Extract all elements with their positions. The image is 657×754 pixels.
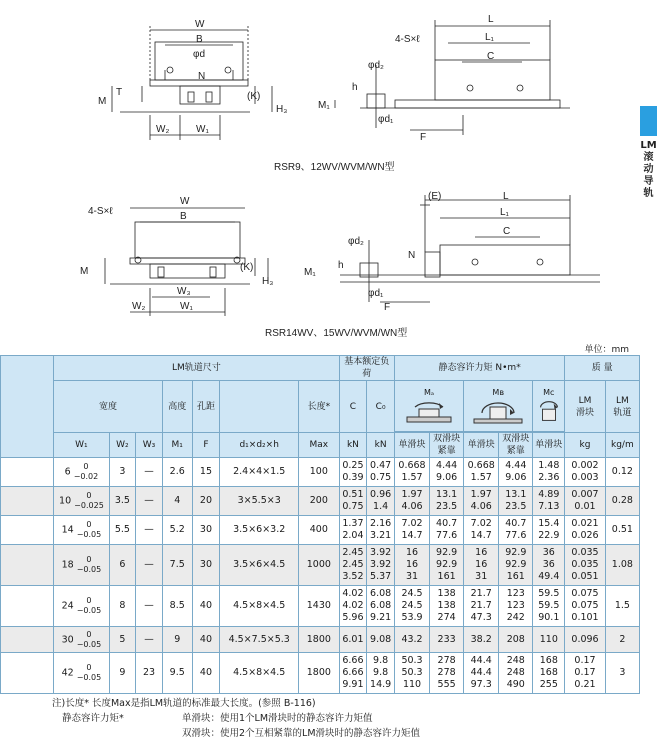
cell-kg: 0.002 0.003 (565, 458, 605, 487)
cell-c: 2.45 2.45 3.52 (339, 545, 367, 586)
dim-label-d2: φd₂ (368, 60, 384, 71)
cell-f: 40 (192, 653, 220, 694)
cell-mb-double: 123 123 242 (499, 586, 533, 627)
cell-ma-single: 0.668 1.57 (394, 458, 429, 487)
cell-f: 40 (192, 586, 220, 627)
cell-kg: 0.096 (565, 627, 605, 653)
cell-w2: 3 (109, 458, 136, 487)
cell-ma-single: 50.3 50.3 110 (394, 653, 429, 694)
cell-w1: 42 0 −0.05 (54, 653, 109, 694)
header-lm-rail: LM轨道尺寸 (54, 356, 339, 381)
cell-mb-single: 38.2 (464, 627, 499, 653)
cell-w1: 10 0 −0.025 (54, 487, 109, 516)
cell-ma-double: 4.44 9.06 (430, 458, 464, 487)
header-length: 长度* (299, 381, 340, 433)
header-mass-block: LM 滑块 (565, 381, 605, 433)
cell-ma-double: 233 (430, 627, 464, 653)
footnote-moment: 静态容许力矩* 单滑块：使用1个LM滑块时的静态容许力矩值 (62, 713, 373, 724)
cell-mc: 110 (533, 627, 565, 653)
header-c0: C₀ (367, 381, 395, 433)
cell-d1d2h: 3×5.5×3 (220, 487, 299, 516)
cell-ma-double: 138 138 274 (430, 586, 464, 627)
cell-mc: 59.5 59.5 90.1 (533, 586, 565, 627)
cell-d1d2h: 4.5×8×4.5 (220, 653, 299, 694)
dim2-label-k: (K) (240, 262, 254, 273)
footnotes: 注)长度* 长度Max是指LM轨道的标准最大长度。(参照 B-116) 静态容许力矩* 单滑块：使用1个LM滑块时的静态容许力矩值 双滑块：使用2个互相紧靠的LM滑块时的静态容许力矩值 (52, 698, 421, 739)
dim2-label-m1: M₁ (304, 267, 316, 278)
table-row (1, 653, 640, 694)
cell-f: 30 (192, 516, 220, 545)
drawing1-caption: RSR9、12WV/WVM/WN型 (274, 162, 395, 173)
cell-c: 4.02 4.02 5.96 (339, 586, 367, 627)
sym-f: F (192, 433, 220, 458)
dim-label-h: h (352, 82, 358, 93)
dim-label-d1: φd₁ (378, 114, 394, 125)
row-blank-cell (1, 653, 54, 694)
cell-mb-double: 92.9 92.9 161 (499, 545, 533, 586)
cell-m1: 8.5 (162, 586, 192, 627)
cell-m1: 2.6 (162, 458, 192, 487)
cell-f: 20 (192, 487, 220, 516)
cell-m1: 5.2 (162, 516, 192, 545)
cell-kg: 0.035 0.035 0.051 (565, 545, 605, 586)
cell-d1d2h: 2.4×4×1.5 (220, 458, 299, 487)
mc-single: 单滑块 (533, 433, 565, 458)
cell-mb-single: 0.668 1.57 (464, 458, 499, 487)
cell-max: 1800 (299, 653, 340, 694)
cell-w1: 18 0 −0.05 (54, 545, 109, 586)
cell-kgm: 3 (605, 653, 639, 694)
dimension-drawings (0, 0, 640, 350)
cell-kg: 0.075 0.075 0.101 (565, 586, 605, 627)
cell-mc: 36 36 49.4 (533, 545, 565, 586)
row-blank-cell (1, 545, 54, 586)
cell-w1: 14 0 −0.05 (54, 516, 109, 545)
cell-mb-double: 4.44 9.06 (499, 458, 533, 487)
rsr14-side-view (340, 195, 600, 302)
cell-mc: 4.89 7.13 (533, 487, 565, 516)
cell-mb-single: 21.7 21.7 47.3 (464, 586, 499, 627)
header-mb: Mв (464, 381, 533, 432)
dim2-label-h: h (338, 260, 344, 271)
dim-label-w2: W₂ (156, 124, 170, 135)
cell-mb-single: 16 16 31 (464, 545, 499, 586)
mc-moment-icon (535, 399, 563, 425)
cell-c: 1.37 2.04 (339, 516, 367, 545)
row-blank-cell (1, 487, 54, 516)
dim-label-w: W (195, 19, 205, 30)
row-blank-cell (1, 516, 54, 545)
cell-w3: — (136, 516, 163, 545)
dim2-label-h3: H₃ (262, 276, 274, 287)
dim-label-m: M (98, 96, 107, 107)
sym-m1: M₁ (162, 433, 192, 458)
dim2-label-w: W (180, 196, 190, 207)
section-tab-marker (640, 106, 657, 136)
cell-kgm: 0.51 (605, 516, 639, 545)
header-pitch: 孔距 (192, 381, 220, 433)
cell-kgm: 2 (605, 627, 639, 653)
drawing2-caption: RSR14WV、15WV/WVM/WN型 (265, 328, 408, 339)
cell-c0: 2.16 3.21 (367, 516, 395, 545)
cell-f: 15 (192, 458, 220, 487)
cell-ma-single: 24.5 24.5 53.9 (394, 586, 429, 627)
cell-w1: 6 0 −0.02 (54, 458, 109, 487)
dim-label-w1: W₁ (196, 124, 209, 135)
dim2-label-d2: φd₂ (348, 236, 364, 247)
dim-label-k: (K) (247, 91, 261, 102)
sym-w3: W₃ (136, 433, 163, 458)
dim2-label-w2: W₂ (132, 301, 146, 312)
dim2-label-w1: W₁ (180, 301, 193, 312)
dim2-label-n: N (408, 250, 416, 261)
sym-max: Max (299, 433, 340, 458)
header-width: 宽度 (54, 381, 163, 433)
sym-d: d₁×d₂×h (220, 433, 299, 458)
row-blank-cell (1, 458, 54, 487)
cell-max: 400 (299, 516, 340, 545)
cell-max: 100 (299, 458, 340, 487)
dim-label-s: 4-S×ℓ (395, 34, 420, 45)
cell-w2: 5 (109, 627, 136, 653)
table-row (1, 516, 640, 545)
unit-kn-c0: kN (367, 433, 395, 458)
cell-c0: 0.96 1.4 (367, 487, 395, 516)
cell-mc: 168 168 255 (533, 653, 565, 694)
dim-label-c: C (487, 51, 495, 62)
cell-d1d2h: 3.5×6×4.5 (220, 545, 299, 586)
header-moment: 静态容许力矩 N•m* (394, 356, 564, 381)
dim2-label-e: (E) (428, 191, 442, 202)
dim-label-t: T (116, 87, 123, 98)
cell-w3: — (136, 458, 163, 487)
header-mass-rail: LM 轨道 (605, 381, 639, 433)
cell-c0: 9.08 (367, 627, 395, 653)
table-row (1, 627, 640, 653)
dim-label-m1: M₁ (318, 100, 330, 111)
sym-w1: W₁ (54, 433, 109, 458)
dim-label-h3: H₃ (276, 104, 288, 115)
dim2-label-w3: W₃ (177, 286, 191, 297)
header-c: C (339, 381, 367, 433)
rsr9-side-view (335, 20, 570, 135)
cell-f: 40 (192, 627, 220, 653)
cell-ma-single: 1.97 4.06 (394, 487, 429, 516)
footnote-length: 注)长度* 长度Max是指LM轨道的标准最大长度。(参照 B-116) (52, 698, 316, 709)
unit-kn-c: kN (339, 433, 367, 458)
cell-c: 6.01 (339, 627, 367, 653)
dim2-label-b: B (180, 211, 187, 222)
cell-w2: 8 (109, 586, 136, 627)
cell-max: 1000 (299, 545, 340, 586)
cell-ma-double: 40.7 77.6 (430, 516, 464, 545)
cell-max: 1430 (299, 586, 340, 627)
dim-label-b: B (196, 34, 203, 45)
dim2-label-f: F (384, 302, 391, 313)
table-row (1, 586, 640, 627)
header-height: 高度 (162, 381, 192, 433)
header-ma: Mₐ (394, 381, 463, 432)
cell-c0: 6.08 6.08 9.21 (367, 586, 395, 627)
header-mc: Mc (533, 381, 565, 432)
ma-moment-icon (399, 399, 459, 425)
cell-d1d2h: 3.5×6×3.2 (220, 516, 299, 545)
cell-mb-double: 248 248 490 (499, 653, 533, 694)
cell-ma-double: 278 278 555 (430, 653, 464, 694)
cell-w2: 6 (109, 545, 136, 586)
cell-m1: 7.5 (162, 545, 192, 586)
cell-m1: 9.5 (162, 653, 192, 694)
cell-mc: 15.4 22.9 (533, 516, 565, 545)
cell-mb-double: 13.1 23.5 (499, 487, 533, 516)
header-load: 基本额定负荷 (339, 356, 394, 381)
cell-ma-single: 16 16 31 (394, 545, 429, 586)
section-side-label: LM 滚 动 导 轨 (640, 140, 657, 199)
unit-kg: kg (565, 433, 605, 458)
table-row (1, 545, 640, 586)
cell-w3: — (136, 545, 163, 586)
cell-kg: 0.17 0.17 0.21 (565, 653, 605, 694)
mb-double: 双滑块紧靠 (499, 433, 533, 458)
blank-header (1, 356, 54, 458)
cell-mc: 1.48 2.36 (533, 458, 565, 487)
row-blank-cell (1, 586, 54, 627)
dim2-label-m: M (80, 266, 89, 277)
dim2-label-l1: L₁ (500, 207, 509, 218)
cell-ma-single: 7.02 14.7 (394, 516, 429, 545)
cell-w1: 30 0 −0.05 (54, 627, 109, 653)
spec-table (0, 355, 640, 694)
cell-c: 6.66 6.66 9.91 (339, 653, 367, 694)
mb-single: 单滑块 (464, 433, 499, 458)
cell-w2: 9 (109, 653, 136, 694)
dim-label-f: F (420, 132, 427, 143)
cell-kgm: 0.28 (605, 487, 639, 516)
cell-m1: 9 (162, 627, 192, 653)
dim-label-l1: L₁ (485, 32, 494, 43)
dim-label-l: L (488, 14, 494, 25)
cell-mb-double: 40.7 77.6 (499, 516, 533, 545)
cell-w3: — (136, 586, 163, 627)
cell-kgm: 1.08 (605, 545, 639, 586)
row-blank-cell (1, 627, 54, 653)
table-row (1, 458, 640, 487)
cell-w1: 24 0 −0.05 (54, 586, 109, 627)
mb-moment-icon (468, 399, 528, 425)
header-blank-d (220, 381, 299, 433)
cell-kgm: 0.12 (605, 458, 639, 487)
cell-d1d2h: 4.5×7.5×5.3 (220, 627, 299, 653)
cell-m1: 4 (162, 487, 192, 516)
dim2-label-c: C (503, 226, 511, 237)
cell-w2: 3.5 (109, 487, 136, 516)
cell-max: 1800 (299, 627, 340, 653)
cell-c: 0.51 0.75 (339, 487, 367, 516)
cell-w3: — (136, 627, 163, 653)
cell-f: 30 (192, 545, 220, 586)
cell-max: 200 (299, 487, 340, 516)
cell-kg: 0.021 0.026 (565, 516, 605, 545)
cell-mb-single: 1.97 4.06 (464, 487, 499, 516)
cell-w3: 23 (136, 653, 163, 694)
cell-ma-double: 13.1 23.5 (430, 487, 464, 516)
table-row (1, 487, 640, 516)
dim2-label-l: L (503, 191, 509, 202)
dim2-label-d1: φd₁ (368, 288, 384, 299)
cell-c: 0.25 0.39 (339, 458, 367, 487)
cell-w2: 5.5 (109, 516, 136, 545)
cell-mb-single: 44.4 44.4 97.3 (464, 653, 499, 694)
cell-kg: 0.007 0.01 (565, 487, 605, 516)
unit-kgm: kg/m (605, 433, 639, 458)
dim2-label-s: 4-S×ℓ (88, 206, 113, 217)
unit-label: 单位：mm (584, 345, 629, 355)
ma-single: 单滑块 (394, 433, 429, 458)
dim-label-n: N (198, 71, 206, 82)
rsr9-front-view (112, 26, 272, 140)
cell-w3: — (136, 487, 163, 516)
cell-ma-single: 43.2 (394, 627, 429, 653)
cell-c0: 3.92 3.92 5.37 (367, 545, 395, 586)
header-mass: 质 量 (565, 356, 640, 381)
cell-d1d2h: 4.5×8×4.5 (220, 586, 299, 627)
dim-label-d: φd (193, 49, 206, 60)
cell-kgm: 1.5 (605, 586, 639, 627)
ma-double: 双滑块紧靠 (430, 433, 464, 458)
cell-mb-double: 208 (499, 627, 533, 653)
cell-ma-double: 92.9 92.9 161 (430, 545, 464, 586)
cell-mb-single: 7.02 14.7 (464, 516, 499, 545)
cell-c0: 0.47 0.75 (367, 458, 395, 487)
cell-c0: 9.8 9.8 14.9 (367, 653, 395, 694)
sym-w2: W₂ (109, 433, 136, 458)
